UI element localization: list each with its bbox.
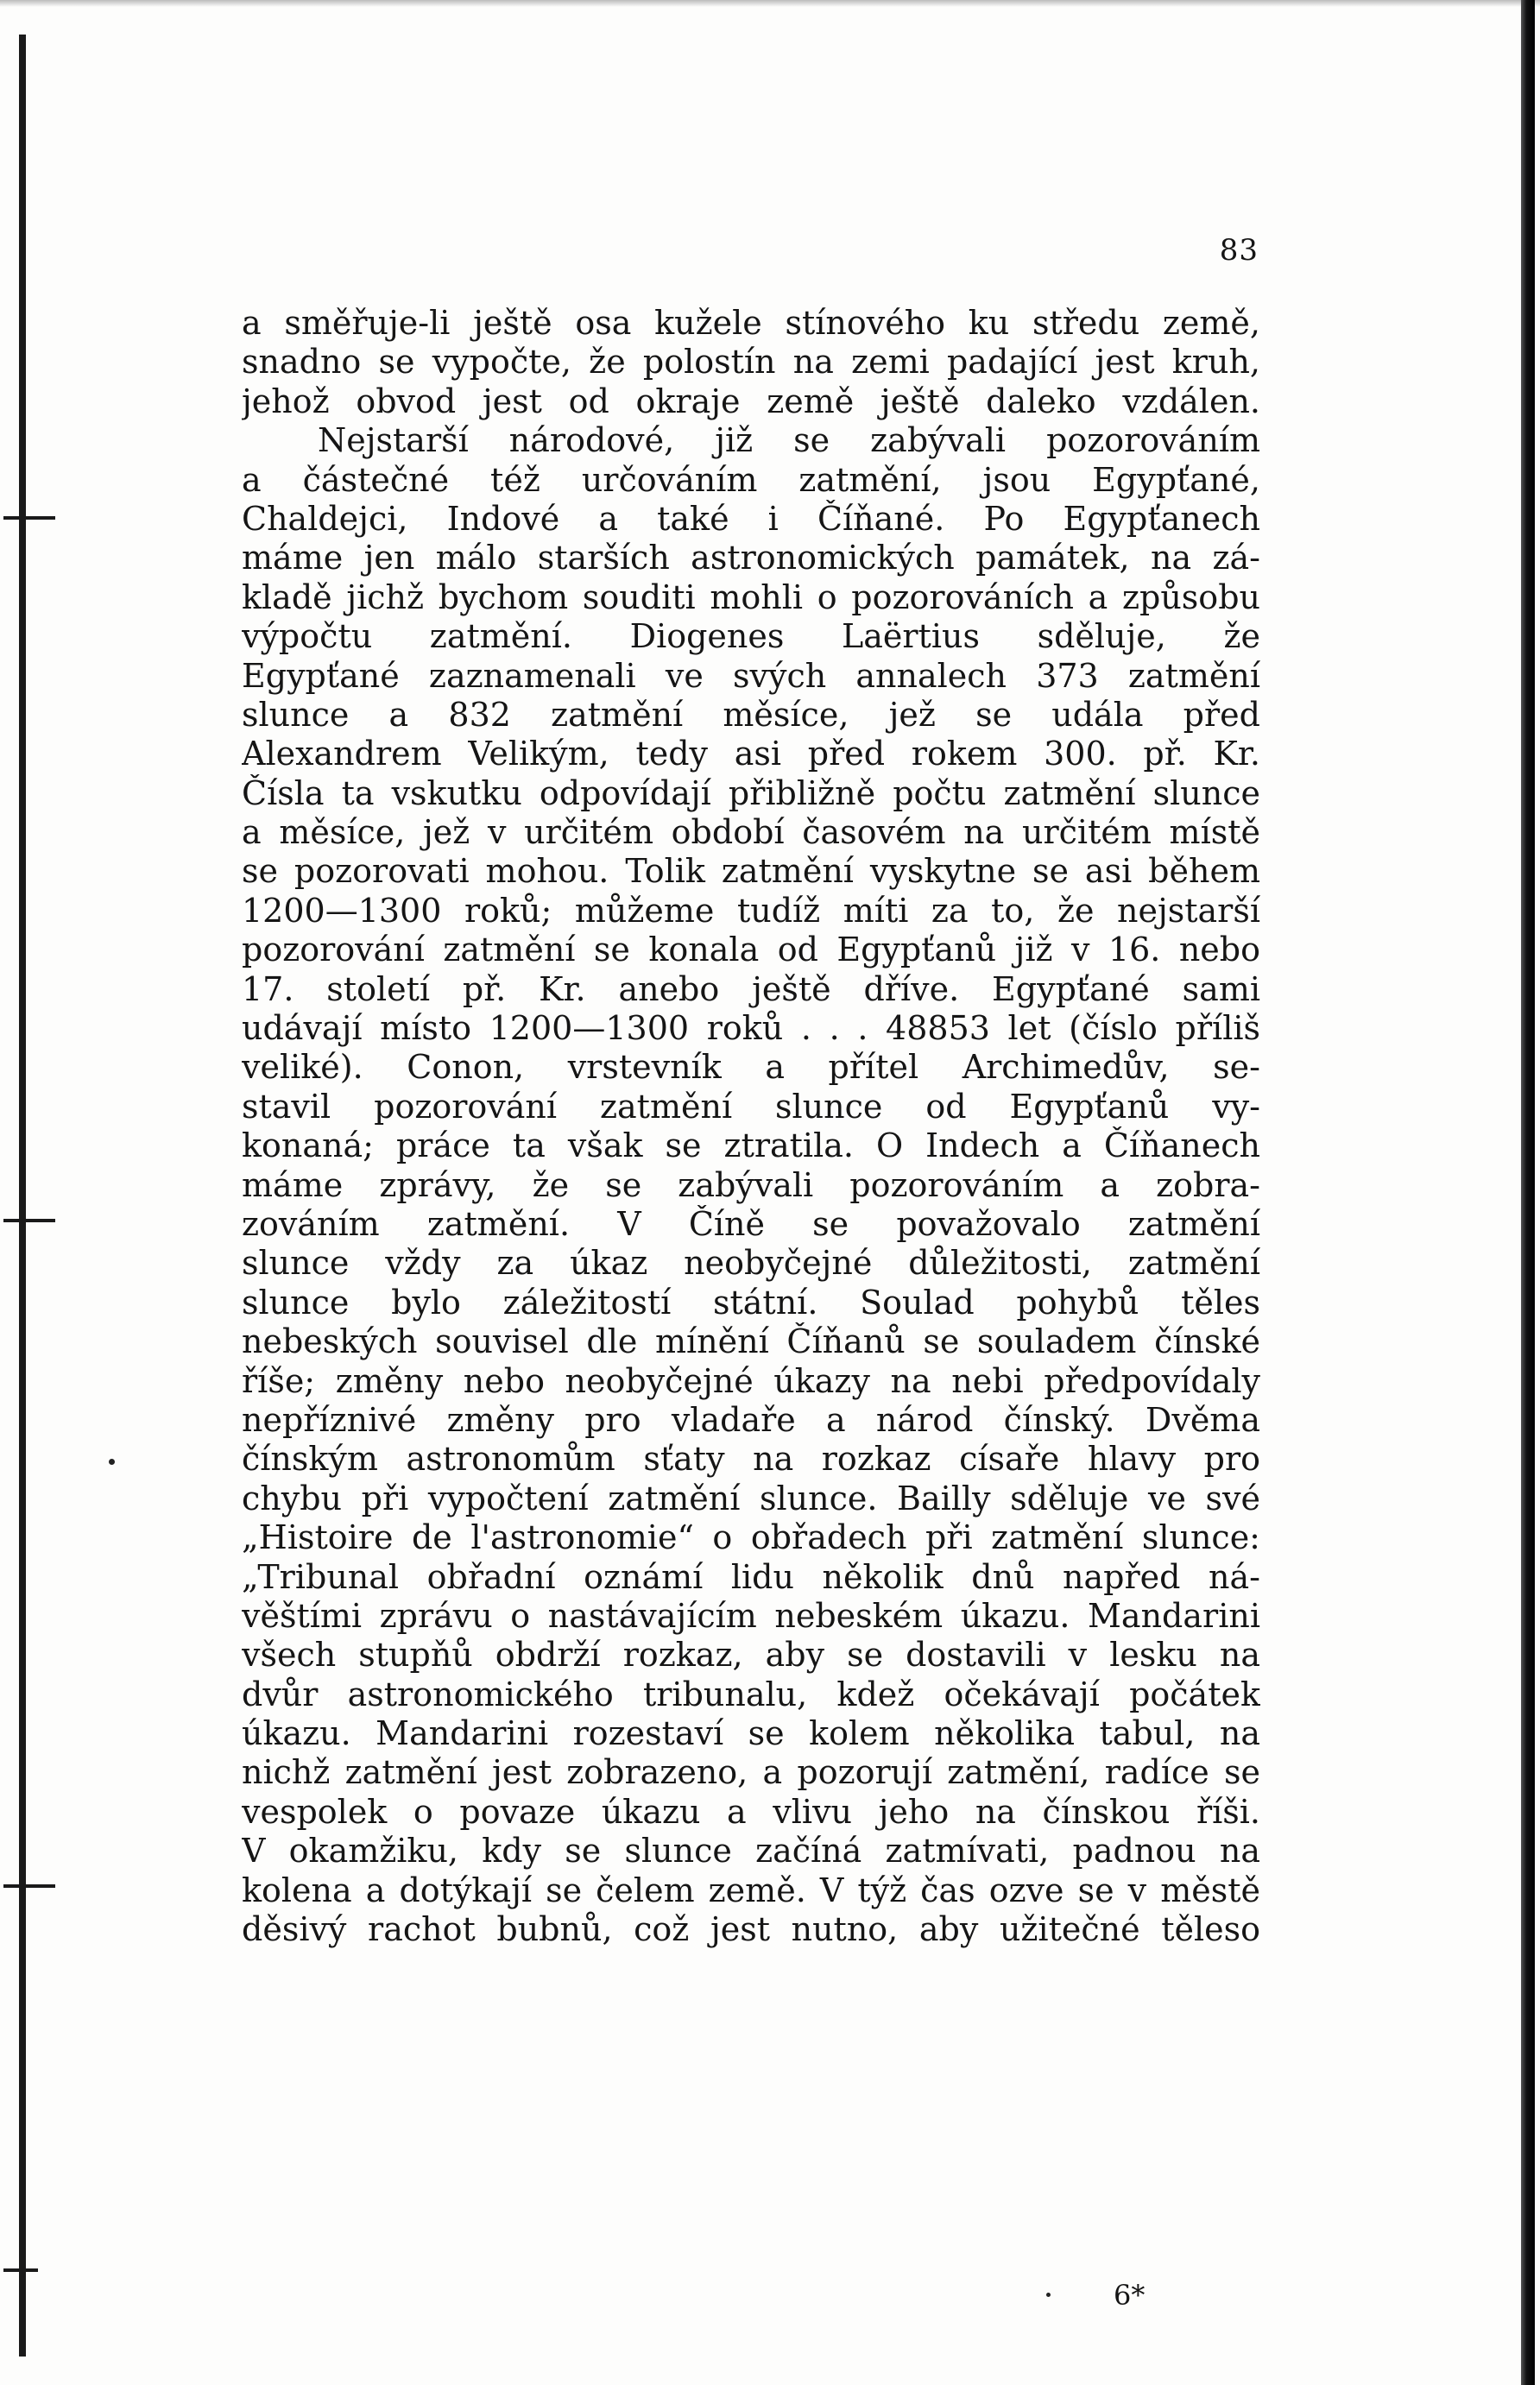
text-line: 1200—1300 roků; můžeme tudíž míti za to, že nejstarší (242, 891, 1260, 930)
text-line: máme zprávy, že se zabývali pozorováním a zobra- (242, 1165, 1260, 1204)
text-line: udávají místo 1200—1300 roků . . . 48853 let (číslo příliš (242, 1009, 1260, 1048)
text-line: Egypťané zaznamenali ve svých annalech 373 zatmění (242, 656, 1260, 695)
text-line: výpočtu zatmění. Diogenes Laërtius sděluje, že (242, 617, 1260, 656)
scan-speck (1046, 2293, 1051, 2297)
text-line: jehož obvod jest od okraje země ještě daleko vzdálen. (242, 382, 1260, 420)
text-line: 17. století př. Kr. anebo ještě dříve. Egypťané sami (242, 969, 1260, 1008)
text-line: konaná; práce ta však se ztratila. O Indech a Číňanech (242, 1126, 1260, 1165)
text-line: „Tribunal obřadní oznámí lidu několik dnů napřed ná- (242, 1557, 1260, 1596)
text-line: „Histoire de l'astronomie“ o obřadech při zatmění slunce: (242, 1518, 1260, 1557)
text-line: slunce a 832 zatmění měsíce, jež se udála před (242, 695, 1260, 734)
text-line: máme jen málo starších astronomických památek, na zá- (242, 539, 1260, 577)
page-number: 83 (1219, 233, 1259, 268)
text-line: veliké). Conon, vrstevník a přítel Archimedův, se- (242, 1048, 1260, 1087)
text-line: čínským astronomům sťaty na rozkaz císaře hlavy pro (242, 1440, 1260, 1479)
text-line: a směřuje-li ještě osa kužele stínového ku středu země, (242, 304, 1260, 342)
scan-speck (109, 1459, 115, 1465)
text-line: se pozorovati mohou. Tolik zatmění vyskytne se asi během (242, 852, 1260, 891)
scan-left-margin-rule (19, 35, 26, 2357)
text-line: snadno se vypočte, že polostín na zemi padající jest kruh, (242, 343, 1260, 382)
text-line: všech stupňů obdrží rozkaz, aby se dostavili v lesku na (242, 1636, 1260, 1675)
text-line: věštími zprávu o nastávajícím nebeském úkazu. Mandarini (242, 1596, 1260, 1635)
scan-margin-tick (3, 1219, 55, 1222)
text-line: nepříznivé změny pro vladaře a národ čínský. Dvěma (242, 1400, 1260, 1439)
scan-top-edge (0, 0, 1540, 7)
text-line: Chaldejci, Indové a také i Číňané. Po Egypťanech (242, 499, 1260, 538)
text-line: dvůr astronomického tribunalu, kdež očekávají počátek (242, 1675, 1260, 1713)
body-text (242, 304, 1260, 1949)
text-line: zováním zatmění. V Číně se považovalo zatmění (242, 1204, 1260, 1243)
text-line: nichž zatmění jest zobrazeno, a pozorují zatmění, radíce se (242, 1753, 1260, 1792)
text-line: chybu při vypočtení zatmění slunce. Bailly sděluje ve své (242, 1479, 1260, 1517)
text-line: Čísla ta vskutku odpovídají přibližně počtu zatmění slunce (242, 773, 1260, 812)
text-line: vespolek o povaze úkazu a vlivu jeho na čínskou říši. (242, 1792, 1260, 1831)
text-line: děsivý rachot bubnů, což jest nutno, aby užitečné těleso (242, 1910, 1260, 1949)
text-line: kladě jichž bychom souditi mohli o pozorováních a způsobu (242, 577, 1260, 616)
scan-margin-tick (3, 516, 55, 520)
text-line: nebeských souvisel dle mínění Číňanů se souladem čínské (242, 1322, 1260, 1361)
text-line: říše; změny nebo neobyčejné úkazy na nebi předpovídaly (242, 1361, 1260, 1400)
scan-margin-tick (3, 2268, 38, 2272)
text-line: stavil pozorování zatmění slunce od Egypťanů vy- (242, 1087, 1260, 1126)
scan-right-shadow (1521, 0, 1535, 2385)
signature-mark: 6* (1114, 2279, 1146, 2312)
text-line: pozorování zatmění se konala od Egypťanů již v 16. nebo (242, 931, 1260, 969)
text-line: úkazu. Mandarini rozestaví se kolem několika tabul, na (242, 1714, 1260, 1753)
scan-margin-tick (3, 1884, 55, 1888)
text-line: slunce bylo záležitostí státní. Soulad pohybů těles (242, 1283, 1260, 1322)
text-line: a měsíce, jež v určitém období časovém na určitém místě (242, 813, 1260, 852)
text-line: slunce vždy za úkaz neobyčejné důležitosti, zatmění (242, 1244, 1260, 1283)
text-line: Alexandrem Velikým, tedy asi před rokem 300. př. Kr. (242, 735, 1260, 773)
text-line: Nejstarší národové, již se zabývali pozorováním (318, 421, 1260, 460)
text-line: kolena a dotýkají se čelem země. V týž čas ozve se v městě (242, 1871, 1260, 1909)
text-line: V okamžiku, kdy se slunce začíná zatmívati, padnou na (242, 1832, 1260, 1871)
text-line: a částečné též určováním zatmění, jsou Egypťané, (242, 460, 1260, 499)
